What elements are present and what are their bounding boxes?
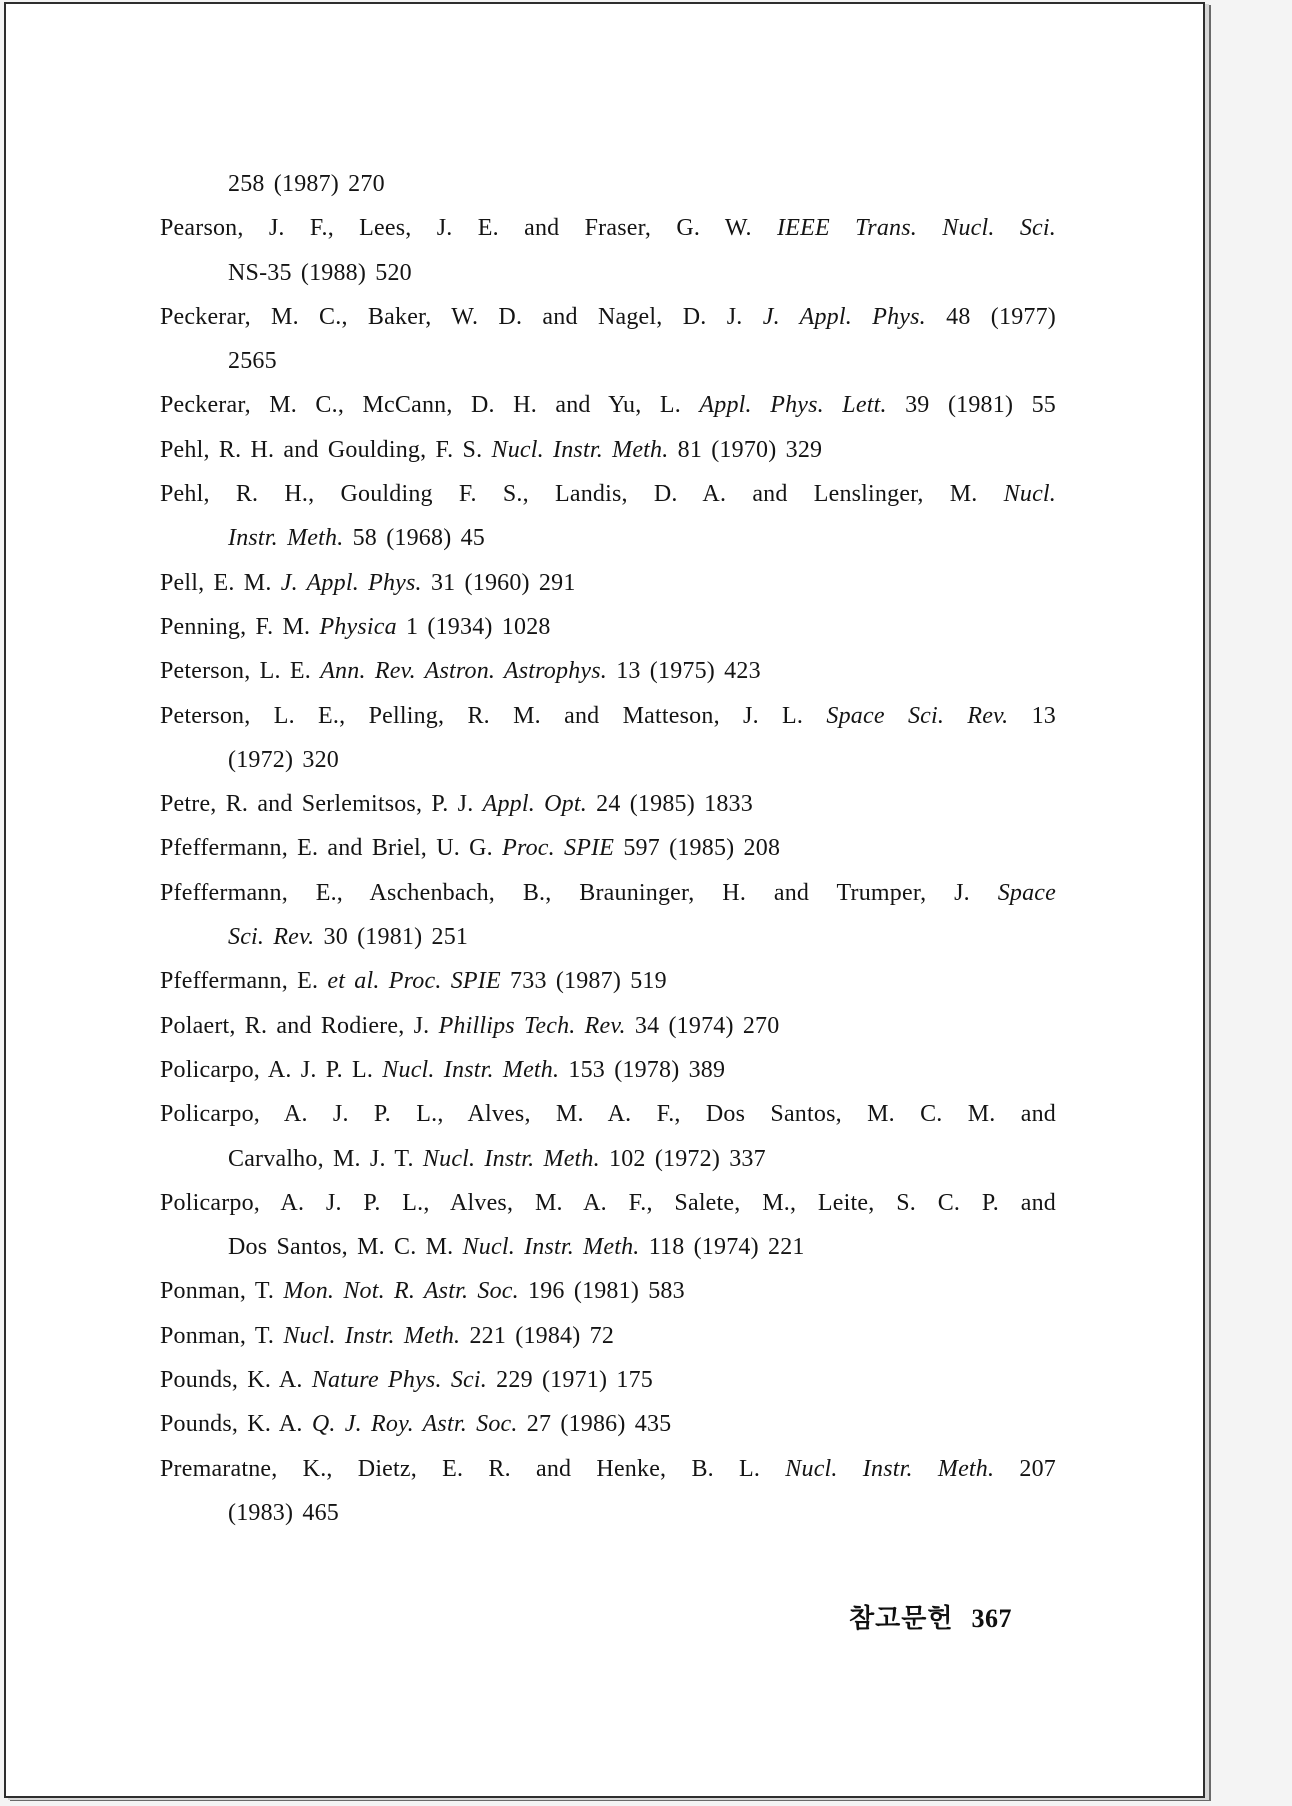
reference-line [160,162,1056,206]
journal-name: J. Appl. Phys. [280,569,422,596]
journal-name: Ann. Rev. Astron. Astrophys. [320,658,607,685]
reference-line [160,1402,1056,1446]
reference-text: 153 (1978) 389 [559,1056,726,1083]
reference-text: 229 (1971) 175 [486,1367,653,1394]
reference-line [160,251,1056,295]
journal-name: J. Appl. Phys. [762,303,926,330]
reference-line [160,694,1056,738]
reference-text: Premaratne, K., Dietz, E. R. and Henke, B. L. [160,1455,786,1482]
reference-text: 118 (1974) 221 [639,1234,805,1261]
reference-line [160,1314,1056,1358]
reference-line [160,295,1056,339]
reference-text: 221 (1984) 72 [460,1322,615,1349]
reference-line [160,1137,1056,1181]
reference-text: Policarpo, A. J. P. L., Alves, M. A. F., Dos Santos, M. C. M. and [160,1101,1056,1128]
reference-line [160,915,1056,959]
journal-name: Nucl. Instr. Meth. [422,1145,600,1172]
reference-text: 34 (1974) 270 [625,1012,780,1039]
reference-text: 196 (1981) 583 [518,1278,685,1305]
reference-text: Polaert, R. and Rodiere, J. [160,1012,439,1039]
reference-text: Pfeffermann, E., Aschenbach, B., Brauninger, H. and Trumper, J. [160,879,998,906]
journal-name: Nucl. Instr. Meth. [283,1322,461,1349]
reference-text: Pearson, J. F., Lees, J. E. and Fraser, G. W. [160,215,778,242]
journal-name: Proc. SPIE [502,835,615,862]
reference-line [160,1225,1056,1269]
reference-text: 48 (1977) [925,303,1056,330]
journal-name: Nucl. Instr. Meth. [462,1234,640,1261]
reference-text: Pounds, K. A. [160,1367,312,1394]
journal-name: Nucl. Instr. Meth. [785,1455,995,1482]
reference-line [160,1048,1056,1092]
reference-line [160,1269,1056,1313]
reference-text: 30 (1981) 251 [314,924,469,951]
reference-text: 13 (1975) 423 [607,658,761,685]
journal-name: IEEE Trans. Nucl. Sci. [777,215,1056,242]
reference-text: 24 (1985) 1833 [586,791,753,818]
journal-name: Appl. Phys. Lett. [699,392,887,419]
reference-text: 207 [994,1455,1056,1482]
reference-line [160,428,1056,472]
reference-text: 31 (1960) 291 [421,569,576,596]
reference-text: Dos Santos, M. C. M. [228,1234,463,1261]
reference-text: 13 [1008,702,1056,729]
reference-line [160,561,1056,605]
reference-text: 81 (1970) 329 [668,436,823,463]
reference-text: 597 (1985) 208 [614,835,781,862]
journal-name: Nucl. [1003,481,1056,508]
reference-text: 58 (1968) 45 [343,525,485,552]
reference-line [160,871,1056,915]
journal-name: Sci. Rev. [228,924,315,951]
reference-text: (1972) 320 [228,746,339,773]
journal-name: Q. J. Roy. Astr. Soc. [311,1411,518,1438]
reference-line [160,206,1056,250]
reference-line [160,1491,1056,1535]
footer-page-number: 367 [971,1604,1012,1633]
journal-name: Phillips Tech. Rev. [438,1012,626,1039]
reference-text: Pehl, R. H. and Goulding, F. S. [160,436,492,463]
reference-line [160,605,1056,649]
reference-line [160,1358,1056,1402]
reference-line [160,1004,1056,1048]
reference-line [160,383,1056,427]
reference-text: Petre, R. and Serlemitsos, P. J. [160,791,483,818]
reference-line [160,959,1056,1003]
reference-line [160,826,1056,870]
reference-text: Peckerar, M. C., Baker, W. D. and Nagel, D. J. [160,303,763,330]
journal-name: Nucl. Instr. Meth. [491,436,669,463]
reference-line [160,1447,1056,1491]
journal-name: Instr. Meth. [228,525,344,552]
reference-text: Pell, E. M. [160,569,281,596]
reference-text: Penning, F. M. [160,613,320,640]
reference-line [160,782,1056,826]
book-page [4,2,1205,1798]
journal-name: Space [997,879,1056,906]
reference-line [160,649,1056,693]
reference-text: Carvalho, M. J. T. [228,1145,423,1172]
reference-line [160,1181,1056,1225]
journal-name: et al. Proc. SPIE [327,968,501,995]
reference-text: Pfeffermann, E. [160,968,328,995]
reference-line [160,339,1056,383]
journal-name: Mon. Not. R. Astr. Soc. [283,1278,519,1305]
reference-line [160,516,1056,560]
reference-text: 258 (1987) 270 [228,171,385,197]
journal-name: Nucl. Instr. Meth. [382,1056,560,1083]
journal-name: Physica [319,613,397,640]
reference-text: Ponman, T. [160,1322,284,1349]
journal-name: Space Sci. Rev. [826,702,1009,729]
journal-name: Nature Phys. Sci. [311,1367,487,1394]
reference-text: Policarpo, A. J. P. L., Alves, M. A. F., Salete, M., Leite, S. C. P. and [160,1189,1056,1216]
journal-name: Appl. Opt. [482,791,587,818]
reference-line [160,1092,1056,1136]
reference-text: Pfeffermann, E. and Briel, U. G. [160,835,503,862]
reference-text: Peckerar, M. C., McCann, D. H. and Yu, L. [160,392,700,419]
reference-line [160,472,1056,516]
reference-text: 1 (1934) 1028 [396,613,551,640]
references-list [160,162,1056,1535]
reference-text: 2565 [228,348,277,375]
footer-section-label: 참고문헌 [849,1604,954,1633]
reference-text: (1983) 465 [228,1499,339,1526]
reference-text: 27 (1986) 435 [517,1411,672,1438]
reference-text: Pehl, R. H., Goulding F. S., Landis, D. A. and Lenslinger, M. [160,481,1004,508]
reference-line [160,738,1056,782]
reference-text: 733 (1987) 519 [500,968,667,995]
reference-text: Ponman, T. [160,1278,284,1305]
reference-text: Peterson, L. E., Pelling, R. M. and Matteson, J. L. [160,702,827,729]
reference-text: Pounds, K. A. [160,1411,312,1438]
page-footer [6,1598,1012,1635]
reference-text: 102 (1972) 337 [599,1145,766,1172]
reference-text: Peterson, L. E. [160,658,321,685]
reference-text: Policarpo, A. J. P. L. [160,1056,383,1083]
reference-text: 39 (1981) 55 [886,392,1057,419]
reference-text: NS-35 (1988) 520 [228,259,412,286]
